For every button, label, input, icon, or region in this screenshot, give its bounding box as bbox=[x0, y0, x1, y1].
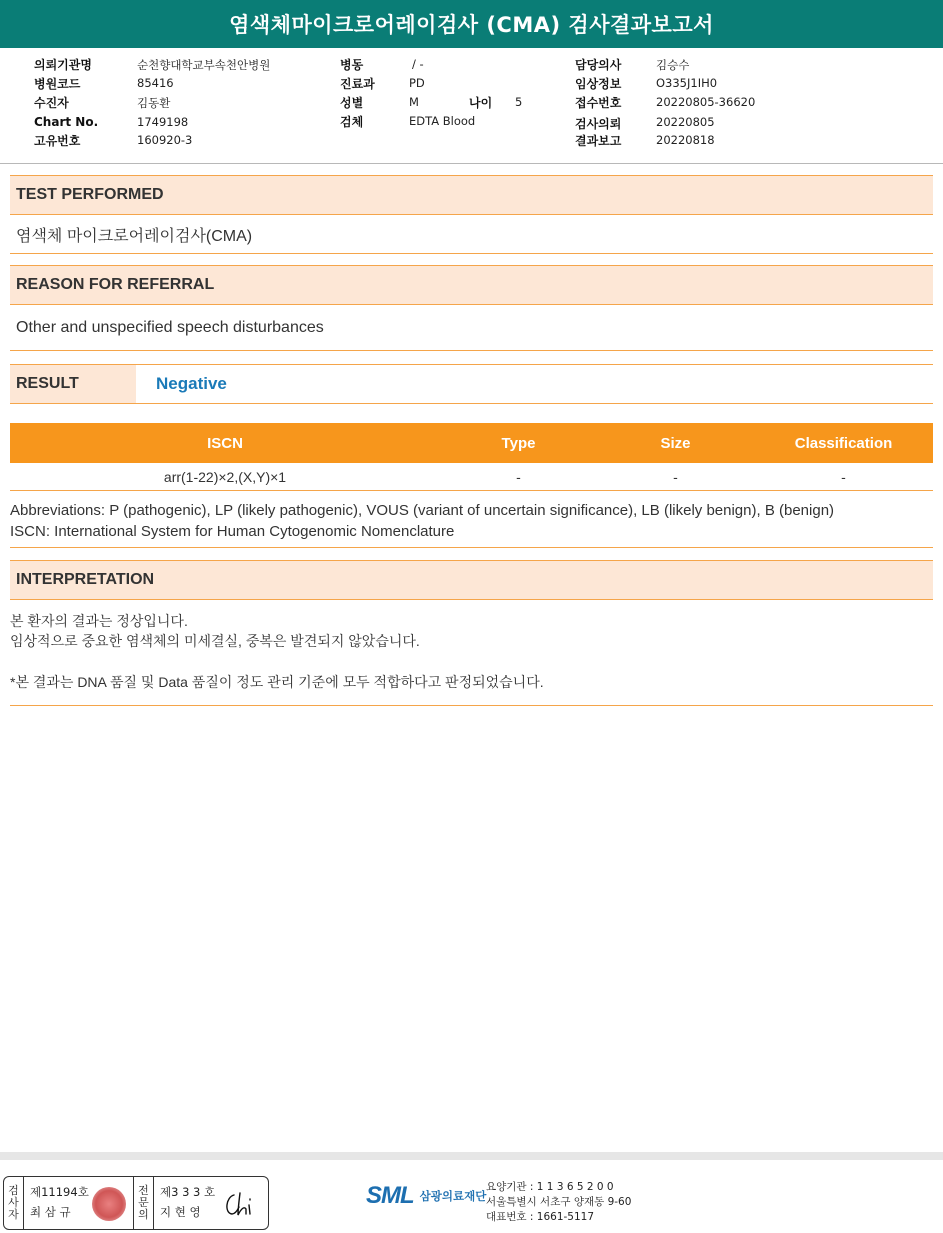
report-date-label: 결과보고 bbox=[575, 134, 622, 148]
abbreviations bbox=[10, 500, 933, 548]
col-type-header: Type bbox=[501, 434, 536, 452]
sml-logo-mark: SML bbox=[366, 1182, 414, 1209]
result-row bbox=[10, 364, 933, 404]
referral-value: Other and unspecified speech disturbances bbox=[16, 318, 324, 336]
test-performed-header bbox=[10, 175, 933, 215]
abbreviations-line-1: Abbreviations: P (pathogenic), LP (likely pathogenic), VOUS (variant of uncertain significance), LB (likely benign), B (benign) bbox=[10, 502, 835, 519]
request-date-value: 20220805 bbox=[656, 115, 715, 129]
specimen-value: EDTA Blood bbox=[409, 114, 476, 128]
referral-body bbox=[10, 305, 933, 351]
patient-info-block bbox=[0, 48, 943, 164]
referral-title: REASON FOR REFERRAL bbox=[16, 276, 215, 293]
report-date-value: 20220818 bbox=[656, 133, 715, 147]
specialist-vertical-label: 전 문 의 bbox=[134, 1177, 154, 1229]
specialist-block bbox=[154, 1177, 268, 1229]
examiner-name: 최 삼 규 bbox=[30, 1205, 71, 1219]
report-title-bar bbox=[0, 0, 943, 48]
hospital-code-label: 병원코드 bbox=[34, 77, 81, 91]
referral-header bbox=[10, 265, 933, 305]
examiner-number: 제11194호 bbox=[30, 1185, 89, 1199]
iscn-cell: arr(1-22)×2,(X,Y)×1 bbox=[163, 468, 287, 485]
interpretation-line-2: 임상적으로 중요한 염색체의 미세결실, 중복은 발견되지 않았습니다. bbox=[10, 633, 420, 649]
size-cell: - bbox=[673, 468, 678, 485]
interpretation-title: INTERPRETATION bbox=[16, 571, 155, 588]
result-table-header bbox=[10, 423, 933, 463]
sex-value: M bbox=[409, 95, 419, 109]
table-row bbox=[10, 463, 933, 491]
unique-no-label: 고유번호 bbox=[34, 134, 81, 148]
age-value: 5 bbox=[515, 95, 523, 109]
result-label: RESULT bbox=[10, 365, 136, 403]
clinical-info-label: 임상정보 bbox=[575, 77, 622, 91]
lab-contact-info bbox=[486, 1180, 631, 1225]
ward-value: / - bbox=[412, 57, 424, 71]
institution-value: 순천향대학교부속천안병원 bbox=[137, 58, 271, 72]
receipt-no-value: 20220805-36620 bbox=[656, 95, 756, 109]
receipt-no-label: 접수번호 bbox=[575, 96, 622, 110]
test-performed-value: 염색체 마이크로어레이검사(CMA) bbox=[16, 227, 253, 245]
clinical-info-value: O335J1IH0 bbox=[656, 76, 718, 90]
col-size-header: Size bbox=[660, 434, 691, 452]
lab-address: 서울특별시 서초구 양재동 9-60 bbox=[486, 1196, 632, 1208]
age-label: 나이 bbox=[469, 96, 493, 110]
sex-label: 성별 bbox=[340, 96, 364, 110]
interpretation-line-3: *본 결과는 DNA 품질 및 Data 품질이 정도 관리 기준에 모두 적합하다고 판정되었습니다. bbox=[10, 674, 544, 690]
sml-logo bbox=[366, 1182, 486, 1210]
chart-value: 1749198 bbox=[137, 115, 189, 129]
examiner-block bbox=[24, 1177, 134, 1229]
classification-cell: - bbox=[841, 468, 846, 485]
col-iscn-header: ISCN bbox=[207, 434, 243, 452]
sml-logo-name: 삼광의료재단 bbox=[419, 1189, 487, 1203]
col-classification-header: Classification bbox=[794, 434, 893, 452]
interpretation-line-1: 본 환자의 결과는 정상입니다. bbox=[10, 613, 188, 629]
chart-label: Chart No. bbox=[34, 115, 99, 129]
test-performed-body bbox=[10, 215, 933, 254]
signature-stamp-box bbox=[3, 1176, 269, 1230]
test-performed-title: TEST PERFORMED bbox=[16, 186, 164, 203]
handwritten-signature-icon bbox=[220, 1187, 258, 1221]
patient-value: 김동환 bbox=[137, 96, 171, 110]
dept-label: 진료과 bbox=[340, 77, 375, 91]
request-date-label: 검사의뢰 bbox=[575, 117, 622, 131]
abbreviations-line-2: ISCN: International System for Human Cytogenomic Nomenclature bbox=[10, 523, 455, 540]
dept-value: PD bbox=[409, 76, 425, 90]
specialist-number: 제3 3 3 호 bbox=[160, 1185, 216, 1199]
specimen-label: 검체 bbox=[340, 115, 364, 129]
footer bbox=[0, 1152, 943, 1233]
official-seal-icon bbox=[92, 1187, 126, 1221]
type-cell: - bbox=[516, 468, 521, 485]
lab-phone: 대표번호 : 1661-5117 bbox=[486, 1211, 595, 1223]
ward-label: 병동 bbox=[340, 58, 364, 72]
hospital-code-value: 85416 bbox=[137, 76, 174, 90]
doctor-value: 김승수 bbox=[656, 58, 690, 72]
lab-institution-code: 요양기관 : 1 1 3 6 5 2 0 0 bbox=[486, 1181, 614, 1193]
institution-label: 의뢰기관명 bbox=[34, 58, 92, 72]
result-value: Negative bbox=[156, 374, 227, 393]
interpretation-header bbox=[10, 560, 933, 600]
doctor-label: 담당의사 bbox=[575, 58, 622, 72]
patient-label: 수진자 bbox=[34, 96, 69, 110]
report-title: 염색체마이크로어레이검사 (CMA) 검사결과보고서 bbox=[229, 13, 714, 37]
specialist-name: 지 현 영 bbox=[160, 1205, 201, 1219]
examiner-vertical-label: 검 사 자 bbox=[4, 1177, 24, 1229]
unique-no-value: 160920-3 bbox=[137, 133, 193, 147]
interpretation-body bbox=[10, 600, 933, 706]
